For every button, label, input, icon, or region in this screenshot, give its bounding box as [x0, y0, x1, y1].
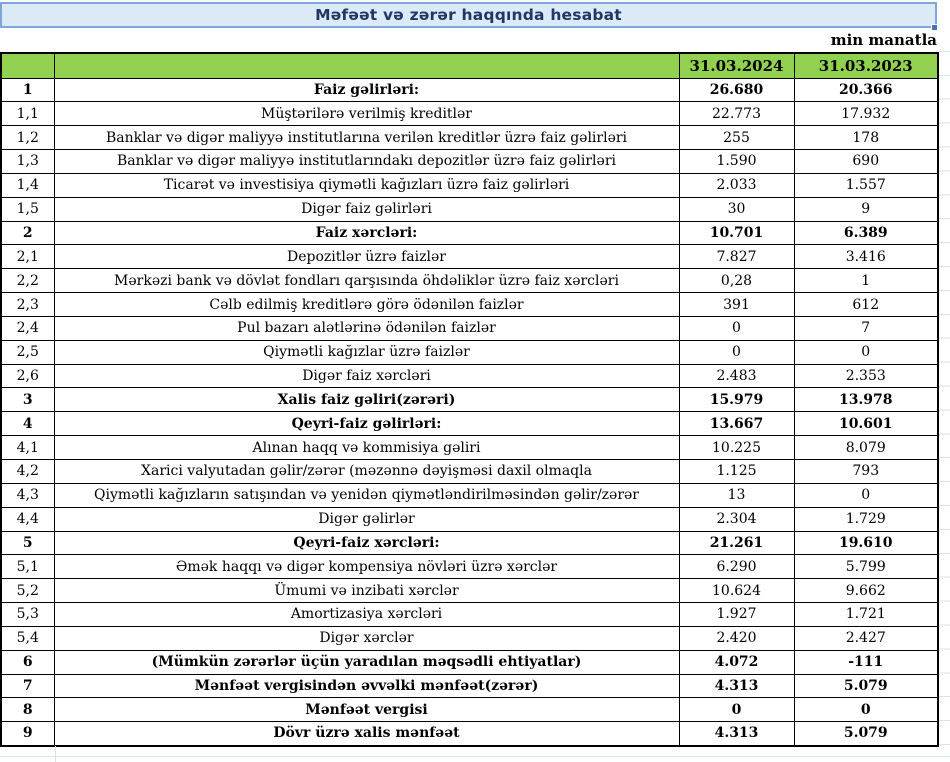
row-number-cell[interactable]: 5,3	[1, 603, 54, 627]
table-row	[1, 364, 938, 388]
table-row	[1, 531, 938, 555]
table-row	[1, 126, 938, 150]
row-number-cell[interactable]: 9	[1, 722, 54, 746]
table-row	[1, 293, 938, 317]
row-value-2023-cell[interactable]: 1.721	[794, 603, 938, 627]
row-number-cell[interactable]: 4,1	[1, 436, 54, 460]
row-value-2023-cell[interactable]: 178	[794, 126, 938, 150]
row-number-cell[interactable]: 8	[1, 698, 54, 722]
row-value-2024-cell[interactable]: 22.773	[679, 102, 794, 126]
row-number-cell[interactable]: 3	[1, 388, 54, 412]
row-value-2023-cell[interactable]: 17.932	[794, 102, 938, 126]
row-label-cell[interactable]: Banklar və digər maliyyə institutlarına verilən kreditlər üzrə faiz gəlirləri	[54, 126, 679, 150]
unit-label: min manatla	[830, 31, 937, 49]
row-value-2023-cell[interactable]: 2.353	[794, 364, 938, 388]
row-value-2024-cell[interactable]: 1.125	[679, 460, 794, 484]
header-cell-row-number[interactable]	[1, 53, 54, 78]
gridline-bottom-vertical	[55, 746, 56, 762]
table-row	[1, 507, 938, 531]
row-value-2024-cell[interactable]: 15.979	[679, 388, 794, 412]
row-number-cell[interactable]: 5	[1, 531, 54, 555]
row-value-2023-cell[interactable]: 6.389	[794, 221, 938, 245]
table-row	[1, 674, 938, 698]
row-value-2024-cell[interactable]: 13	[679, 483, 794, 507]
row-value-2023-cell[interactable]: 0	[794, 698, 938, 722]
row-value-2024-cell[interactable]: 4.313	[679, 674, 794, 698]
row-value-2024-cell[interactable]: 10.701	[679, 221, 794, 245]
row-value-2024-cell[interactable]: 0	[679, 698, 794, 722]
row-number-cell[interactable]: 1,4	[1, 173, 54, 197]
row-value-2024-cell[interactable]: 2.033	[679, 173, 794, 197]
table-row	[1, 436, 938, 460]
row-label-cell[interactable]: Mənfəət vergisi	[54, 698, 679, 722]
row-value-2023-cell[interactable]: 0	[794, 483, 938, 507]
row-value-2024-cell[interactable]: 30	[679, 197, 794, 221]
table-row	[1, 388, 938, 412]
row-value-2023-cell[interactable]: 1.557	[794, 173, 938, 197]
table-row	[1, 269, 938, 293]
row-value-2024-cell[interactable]: 10.225	[679, 436, 794, 460]
report-title: Məfəət və zərər haqqında hesabat	[315, 6, 622, 24]
row-label-cell[interactable]: Ümumi və inzibati xərclər	[54, 579, 679, 603]
row-value-2024-cell[interactable]: 26.680	[679, 78, 794, 102]
row-label-cell[interactable]: Faiz gəlirləri:	[54, 78, 679, 102]
row-number-cell[interactable]: 4	[1, 412, 54, 436]
table-header-row	[1, 53, 938, 78]
row-value-2024-cell[interactable]: 0,28	[679, 269, 794, 293]
row-value-2024-cell[interactable]: 10.624	[679, 579, 794, 603]
header-cell-date-2024[interactable]: 31.03.2024	[679, 53, 794, 78]
table-row	[1, 197, 938, 221]
row-value-2023-cell[interactable]: 3.416	[794, 245, 938, 269]
row-label-cell[interactable]: Digər faiz gəlirləri	[54, 197, 679, 221]
row-label-cell[interactable]: Əmək haqqı və digər kompensiya növləri üzrə xərclər	[54, 555, 679, 579]
row-value-2024-cell[interactable]: 4.072	[679, 650, 794, 674]
row-label-cell[interactable]: Qiymətli kağızların satışından və yenidən qiymətləndirilməsindən gəlir/zərər	[54, 483, 679, 507]
row-label-cell[interactable]: Digər gəlirlər	[54, 507, 679, 531]
row-number-cell[interactable]: 7	[1, 674, 54, 698]
row-value-2023-cell[interactable]: 1.729	[794, 507, 938, 531]
row-label-cell[interactable]: Cəlb edilmiş kreditlərə görə ödənilən faizlər	[54, 293, 679, 317]
row-value-2023-cell[interactable]: 793	[794, 460, 938, 484]
row-label-cell[interactable]: Xalis faiz gəliri(zərəri)	[54, 388, 679, 412]
row-value-2023-cell[interactable]: 9	[794, 197, 938, 221]
row-number-cell[interactable]: 2,3	[1, 293, 54, 317]
table-row	[1, 722, 938, 746]
row-number-cell[interactable]: 2,6	[1, 364, 54, 388]
table-row	[1, 245, 938, 269]
row-number-cell[interactable]: 1,3	[1, 150, 54, 174]
row-number-cell[interactable]: 4,2	[1, 460, 54, 484]
table-row	[1, 221, 938, 245]
table-row	[1, 78, 938, 102]
row-value-2023-cell[interactable]: 20.366	[794, 78, 938, 102]
row-label-cell[interactable]: Digər xərclər	[54, 626, 679, 650]
table-row	[1, 579, 938, 603]
row-label-cell[interactable]: Pul bazarı alətlərinə ödənilən faizlər	[54, 316, 679, 340]
row-value-2023-cell[interactable]: 1	[794, 269, 938, 293]
row-value-2023-cell[interactable]: 8.079	[794, 436, 938, 460]
row-value-2023-cell[interactable]: 2.427	[794, 626, 938, 650]
header-cell-description[interactable]	[54, 53, 679, 78]
row-label-cell[interactable]: Müştərilərə verilmiş kreditlər	[54, 102, 679, 126]
row-value-2023-cell[interactable]: 612	[794, 293, 938, 317]
table-body	[1, 78, 938, 746]
table-row	[1, 102, 938, 126]
row-number-cell[interactable]: 2	[1, 221, 54, 245]
row-value-2024-cell[interactable]: 391	[679, 293, 794, 317]
row-label-cell[interactable]: Alınan haqq və kommisiya gəliri	[54, 436, 679, 460]
profit-loss-table	[0, 52, 939, 747]
row-number-cell[interactable]: 2,5	[1, 340, 54, 364]
row-number-cell[interactable]: 1,2	[1, 126, 54, 150]
row-value-2023-cell[interactable]: 5.079	[794, 674, 938, 698]
row-value-2024-cell[interactable]: 0	[679, 316, 794, 340]
row-label-cell[interactable]: Qeyri-faiz xərcləri:	[54, 531, 679, 555]
row-number-cell[interactable]: 2,2	[1, 269, 54, 293]
row-number-cell[interactable]: 5,1	[1, 555, 54, 579]
table-row	[1, 173, 938, 197]
row-label-cell[interactable]: Mənfəət vergisindən əvvəlki mənfəət(zərər)	[54, 674, 679, 698]
row-value-2024-cell[interactable]: 2.420	[679, 626, 794, 650]
row-label-cell[interactable]: Depozitlər üzrə faizlər	[54, 245, 679, 269]
row-value-2023-cell[interactable]: 5.799	[794, 555, 938, 579]
row-label-cell[interactable]: Qiymətli kağızlar üzrə faizlər	[54, 340, 679, 364]
table-row	[1, 340, 938, 364]
row-value-2023-cell[interactable]: -111	[794, 650, 938, 674]
row-value-2024-cell[interactable]: 6.290	[679, 555, 794, 579]
row-label-cell[interactable]: Banklar və digər maliyyə institutlarındakı depozitlər üzrə faiz gəlirləri	[54, 150, 679, 174]
row-value-2023-cell[interactable]: 10.601	[794, 412, 938, 436]
table-row	[1, 412, 938, 436]
row-value-2023-cell[interactable]: 9.662	[794, 579, 938, 603]
row-number-cell[interactable]: 1,1	[1, 102, 54, 126]
table-row	[1, 316, 938, 340]
row-value-2023-cell[interactable]: 7	[794, 316, 938, 340]
row-label-cell[interactable]: (Mümkün zərərlər üçün yaradılan məqsədli ehtiyatlar)	[54, 650, 679, 674]
row-value-2023-cell[interactable]: 690	[794, 150, 938, 174]
row-number-cell[interactable]: 2,1	[1, 245, 54, 269]
row-value-2024-cell[interactable]: 0	[679, 340, 794, 364]
row-value-2024-cell[interactable]: 4.313	[679, 722, 794, 746]
row-label-cell[interactable]: Amortizasiya xərcləri	[54, 603, 679, 627]
table-row	[1, 698, 938, 722]
row-number-cell[interactable]: 6	[1, 650, 54, 674]
row-number-cell[interactable]: 4,3	[1, 483, 54, 507]
table-row	[1, 460, 938, 484]
row-number-cell[interactable]: 1,5	[1, 197, 54, 221]
row-number-cell[interactable]: 4,4	[1, 507, 54, 531]
row-value-2024-cell[interactable]: 21.261	[679, 531, 794, 555]
row-value-2024-cell[interactable]: 255	[679, 126, 794, 150]
row-label-cell[interactable]: Dövr üzrə xalis mənfəət	[54, 722, 679, 746]
row-label-cell[interactable]: Qeyri-faiz gəlirləri:	[54, 412, 679, 436]
table-row	[1, 483, 938, 507]
row-value-2024-cell[interactable]: 1.590	[679, 150, 794, 174]
row-value-2024-cell[interactable]: 2.304	[679, 507, 794, 531]
row-value-2023-cell[interactable]: 13.978	[794, 388, 938, 412]
row-label-cell[interactable]: Faiz xərcləri:	[54, 221, 679, 245]
gridlines-right-strip	[939, 28, 950, 749]
row-label-cell[interactable]: Ticarət və investisiya qiymətli kağızları üzrə faiz gəlirləri	[54, 173, 679, 197]
row-value-2024-cell[interactable]: 13.667	[679, 412, 794, 436]
row-value-2023-cell[interactable]: 0	[794, 340, 938, 364]
table-row	[1, 603, 938, 627]
table-row	[1, 555, 938, 579]
row-number-cell[interactable]: 2,4	[1, 316, 54, 340]
row-value-2023-cell[interactable]: 19.610	[794, 531, 938, 555]
gridline-bottom-horizontal	[0, 756, 950, 757]
table-row	[1, 650, 938, 674]
row-value-2023-cell[interactable]: 5.079	[794, 722, 938, 746]
row-value-2024-cell[interactable]: 7.827	[679, 245, 794, 269]
table-row	[1, 150, 938, 174]
report-title-cell[interactable]	[0, 2, 937, 28]
header-cell-date-2023[interactable]: 31.03.2023	[794, 53, 938, 78]
row-number-cell[interactable]: 1	[1, 78, 54, 102]
row-number-cell[interactable]: 5,2	[1, 579, 54, 603]
row-number-cell[interactable]: 5,4	[1, 626, 54, 650]
row-value-2024-cell[interactable]: 2.483	[679, 364, 794, 388]
row-label-cell[interactable]: Digər faiz xərcləri	[54, 364, 679, 388]
table-row	[1, 626, 938, 650]
row-label-cell[interactable]: Mərkəzi bank və dövlət fondları qarşısında öhdəliklər üzrə faiz xərcləri	[54, 269, 679, 293]
row-value-2024-cell[interactable]: 1.927	[679, 603, 794, 627]
row-label-cell[interactable]: Xarici valyutadan gəlir/zərər (məzənnə dəyişməsi daxil olmaqla	[54, 460, 679, 484]
